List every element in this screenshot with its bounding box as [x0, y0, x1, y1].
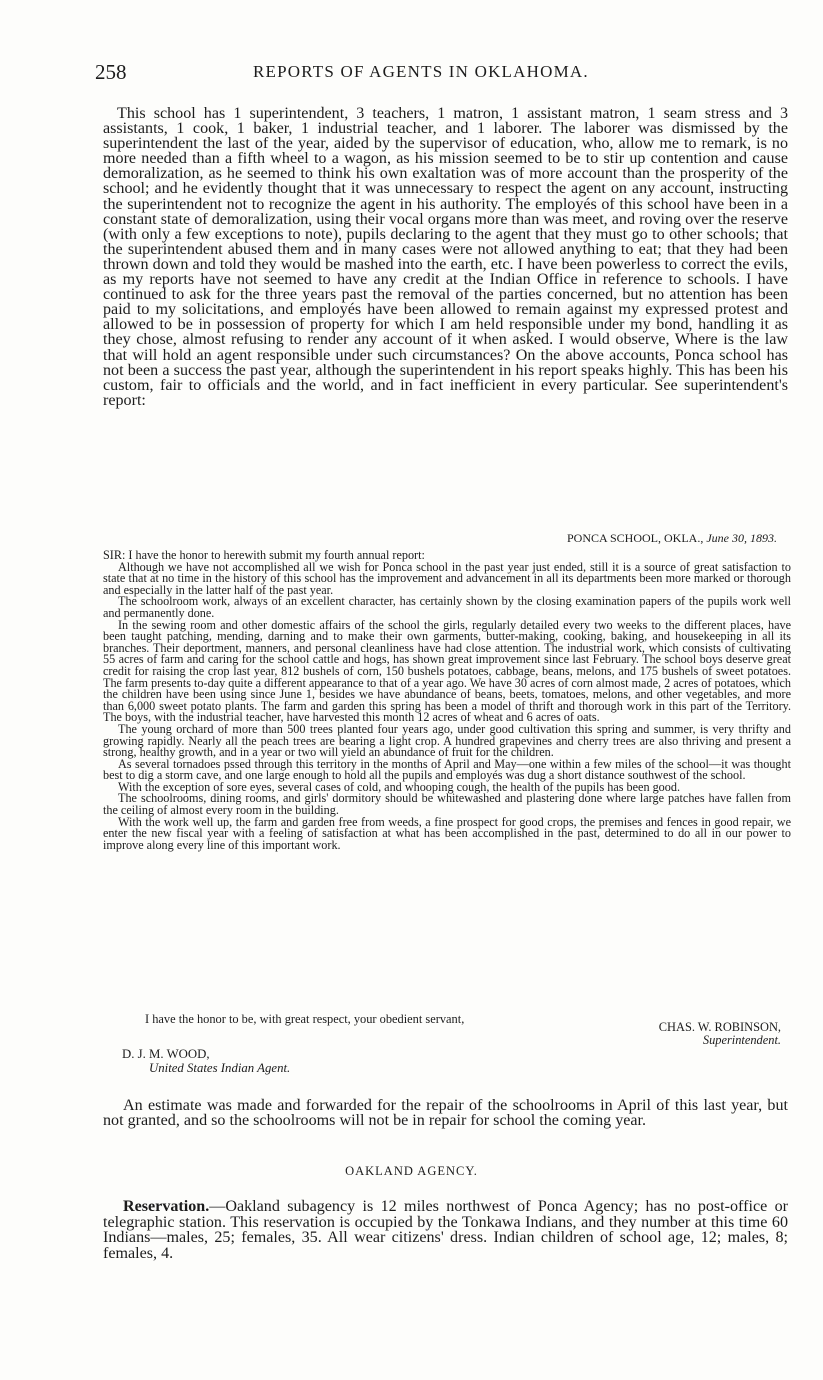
estimate-paragraph: An estimate was made and forwarded for the repair of the schoolrooms in April of this last year, but not granted, and so the schoolrooms will not be in repair for school the coming year.: [103, 1097, 788, 1130]
agent-report-paragraph: This school has 1 superintendent, 3 teachers, 1 matron, 1 assistant matron, 1 seam stress and 3 assistants, 1 cook, 1 baker, 1 industrial teacher, and 1 laborer. The laborer was dismissed by the superintendent the last of the year, aided by the supervisor of education, who, allow me to remark, is no more needed than a fifth wheel to a wagon, as his mission seemed to be to stir up contention and cause demoralization, as he seemed to think his own exaltation was of more account than the prosperity of the school; and he evidently thought that it was unnecessary to respect the agent on any account, instructing the superintendent not to recognize the agent in his authority. The employés of this school have been in a constant state of demoralization, using their vocal organs more than was meet, and roving over the reserve (with only a few exceptions to note), pupils declaring to the agent that they must go to other schools; that the superintendent abused them and in many cases were not allowed anything to eat; that they had been thrown down and told they would be mashed into the earth, etc. I have been powerless to correct the evils, as my reports have not seemed to have any credit at the Indian Office in reference to schools. I have continued to ask for the three years past the removal of the parties concerned, but no attention has been paid to my solicitations, and employés have been allowed to remain against my expressed protest and allowed to be in possession of property for which I am held responsible under my bond, handling it as they chose, almost refusing to render any account of it when asked. I would observe, Where is the law that will hold an agent responsible under such circumstances? On the above accounts, Ponca school has not been a success the past year, although the superintendent in his report speaks highly. This has been his custom, fair to officials and the world, and in fact inefficient in every particular. See superintendent's report:: [103, 105, 788, 409]
addressee-block: [122, 1048, 290, 1075]
letter-paragraph: With the exception of sore eyes, several cases of cold, and whooping cough, the health of the pupils has been good.: [118, 779, 681, 794]
letter-paragraph: With the work well up, the farm and garden free from weeds, a fine prospect for good crops, the premises and fences in good repair, we enter the new fiscal year with a feeling of satisfaction at what has been accomplished in the past, determined to do all in our power to improve along every line of this important work.: [103, 814, 791, 852]
letter-paragraph: The young orchard of more than 500 trees planted four years ago, under good cultivation this spring and summer, is very thrifty and growing rapidly. Nearly all the peach trees are bearing a light crop. A hundred grapevines and cherry trees are also thriving and present a strong, healthy growth, and in a year or two will yield an abundance of fruit for the children.: [103, 721, 791, 760]
letter-closing: I have the honor to be, with great respect, your obedient servant,: [145, 1012, 465, 1026]
signer-name: CHAS. W. ROBINSON,: [658, 1020, 781, 1034]
paragraph-lead: Reservation.: [123, 1198, 210, 1215]
running-head: REPORTS OF AGENTS IN OKLAHOMA.: [253, 62, 589, 81]
letter-salutation: SIR: I have the honor to herewith submit my fourth annual report:: [103, 548, 425, 562]
paragraph-text: —Oakland subagency is 12 miles northwest of Ponca Agency; has no post-office or telegraphic station. This reservation is occupied by the Tonkawa Indians, and they number at this time 60 Indians—males, 25; females, 35. All wear citizens' dress. Indian children of school age, 12; males, 8; females, 4.: [103, 1198, 788, 1262]
reservation-paragraph: [103, 1199, 788, 1261]
letter-paragraph: Although we have not accomplished all we wish for Ponca school in the past year just ended, still it is a source of great satisfaction to state that at no time in the history of this school has the improvement and advancement in all its departments been more marked or thorough and especially in the latter half of the past year.: [103, 559, 791, 597]
page-number: 258: [95, 60, 127, 84]
addressee-name: D. J. M. WOOD,: [122, 1047, 210, 1061]
addressee-title: United States Indian Agent.: [149, 1060, 291, 1075]
letter-paragraph: The schoolroom work, always of an excellent character, has certainly shown by the closing examination papers of the pupils work well and permanently done.: [103, 594, 791, 620]
superintendent-letter: [103, 550, 791, 851]
letter-paragraph: As several tornadoes pssed through this territory in the months of April and May—one within a few miles of the school—it was thought best to dig a storm cave, and one large enough to hold all the pupils and employés was dug a short distance southwest of the school.: [103, 756, 791, 783]
letter-dateline: [567, 531, 777, 546]
letter-place: PONCA SCHOOL, OKLA.,: [566, 531, 704, 545]
section-heading: OAKLAND AGENCY.: [345, 1164, 478, 1178]
letter-date: June 30, 1893.: [706, 531, 777, 545]
letter-paragraph: In the sewing room and other domestic affairs of the school the girls, regularly detailed every two weeks to the different places, have been taught patching, mending, darning and to make their own garments, butter-making, cooking, baking, and housekeeping in all its branches. Their deportment, manners, and personal cleanliness have had close attention. The industrial work, which consists of cultivating 55 acres of farm and caring for the school cattle and hogs, has shown great improvement since last February. The school boys deserve great credit for raising the crop last year, 812 bushels of corn, 150 bushels potatoes, cabbage, beans, melons, and 175 bushels of sweet potatoes. The farm presents to-day quite a different appearance to that of a year ago. We have 30 acres of corn almost made, 2 acres of potatoes, which the children have been using since June 1, besides we have abundance of beans, beets, tomatoes, melons, and other vegetables, and more than 6,000 sweet potato plants. The farm and garden this spring has been a model of thrift and thorough work in this part of the Territory. The boys, with the industrial teacher, have harvested this month 12 acres of wheat and 6 acres of oats.: [103, 617, 791, 725]
letter-signature: [659, 1021, 781, 1047]
letter-paragraph: The schoolrooms, dining rooms, and girls' dormitory should be whitewashed and plastering done where large patches have fallen from the ceiling of almost every room in the building.: [103, 791, 791, 818]
page-header: [95, 60, 783, 90]
signer-title: Superintendent.: [702, 1033, 781, 1047]
